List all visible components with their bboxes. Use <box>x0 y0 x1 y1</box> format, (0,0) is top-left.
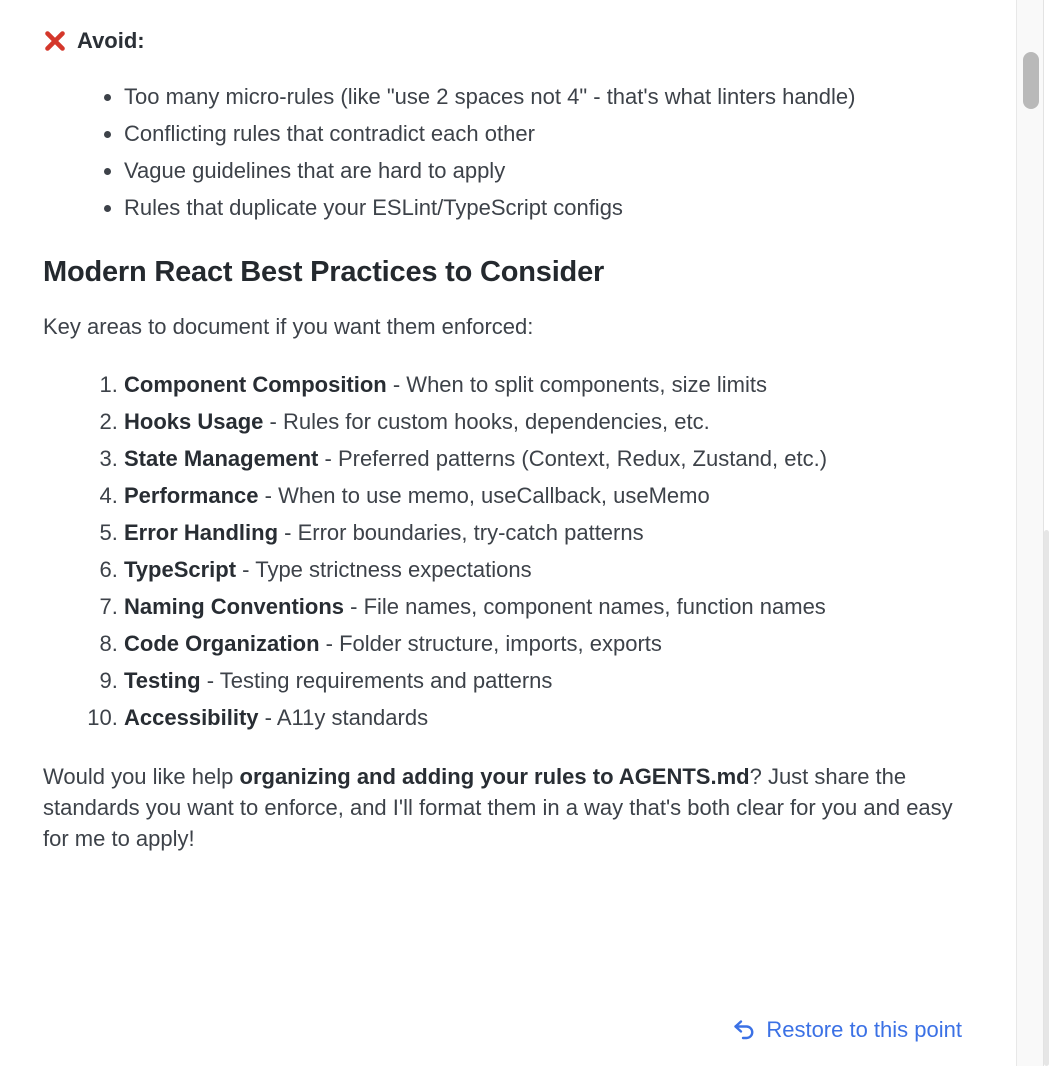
list-item <box>124 665 960 696</box>
list-term: TypeScript <box>124 557 237 582</box>
list-term: Error Handling <box>124 520 279 545</box>
best-practices-list <box>43 369 960 733</box>
avoid-list <box>43 81 960 223</box>
restore-label: Restore to this point <box>766 1017 962 1042</box>
list-term: Code Organization <box>124 631 320 656</box>
restore-to-point-button[interactable] <box>732 1014 962 1046</box>
section-heading: Modern React Best Practices to Consider <box>43 256 605 288</box>
list-desc: - A11y standards <box>258 705 429 730</box>
scrollbar-track[interactable] <box>1016 0 1044 1066</box>
list-item <box>124 628 960 659</box>
list-item <box>124 369 960 400</box>
list-desc: - When to split components, size limits <box>386 372 767 397</box>
list-desc: - Folder structure, imports, exports <box>319 631 662 656</box>
avoid-item: • Vague guidelines that are hard to apply <box>124 155 960 186</box>
list-desc: - When to use memo, useCallback, useMemo <box>258 483 710 508</box>
list-item <box>124 480 960 511</box>
list-term: Accessibility <box>124 705 259 730</box>
list-desc: - Rules for custom hooks, dependencies, etc. <box>263 409 710 434</box>
list-desc: - Type strictness expectations <box>236 557 532 582</box>
avoid-item: • Rules that duplicate your ESLint/TypeScript configs <box>124 192 960 223</box>
list-desc: - Error boundaries, try-catch patterns <box>278 520 644 545</box>
closing-pre: Would you like help <box>43 764 240 789</box>
closing-bold: organizing and adding your rules to AGENTS.md <box>239 764 750 789</box>
avoid-heading <box>43 25 960 56</box>
list-item <box>124 554 960 585</box>
list-term: Performance <box>124 483 259 508</box>
list-desc: - Preferred patterns (Context, Redux, Zustand, etc.) <box>318 446 828 471</box>
list-item <box>124 443 960 474</box>
section-intro: Key areas to document if you want them enforced: <box>43 314 534 339</box>
list-item <box>124 517 960 548</box>
outer-scrollbar-thumb[interactable] <box>1044 530 1049 1066</box>
avoid-label: Avoid: <box>77 28 145 53</box>
list-term: Testing <box>124 668 201 693</box>
list-desc: - Testing requirements and patterns <box>200 668 553 693</box>
list-term: Component Composition <box>124 372 387 397</box>
list-item <box>124 591 960 622</box>
list-item <box>124 406 960 437</box>
red-cross-icon <box>43 29 67 53</box>
scrollbar-thumb[interactable] <box>1023 52 1039 109</box>
list-term: State Management <box>124 446 319 471</box>
list-desc: - File names, component names, function names <box>344 594 826 619</box>
list-item <box>124 702 960 733</box>
list-term: Hooks Usage <box>124 409 264 434</box>
avoid-item: • Conflicting rules that contradict each other <box>124 118 960 149</box>
closing-paragraph <box>43 761 960 854</box>
undo-icon <box>732 1018 756 1042</box>
avoid-item: • Too many micro-rules (like "use 2 spaces not 4" - that's what linters handle) <box>124 81 960 112</box>
closing-post: ? Just share the standards you want to enforce, and I'll format them in a way that's both clear for you and easy for me to apply! <box>43 764 953 851</box>
list-term: Naming Conventions <box>124 594 345 619</box>
